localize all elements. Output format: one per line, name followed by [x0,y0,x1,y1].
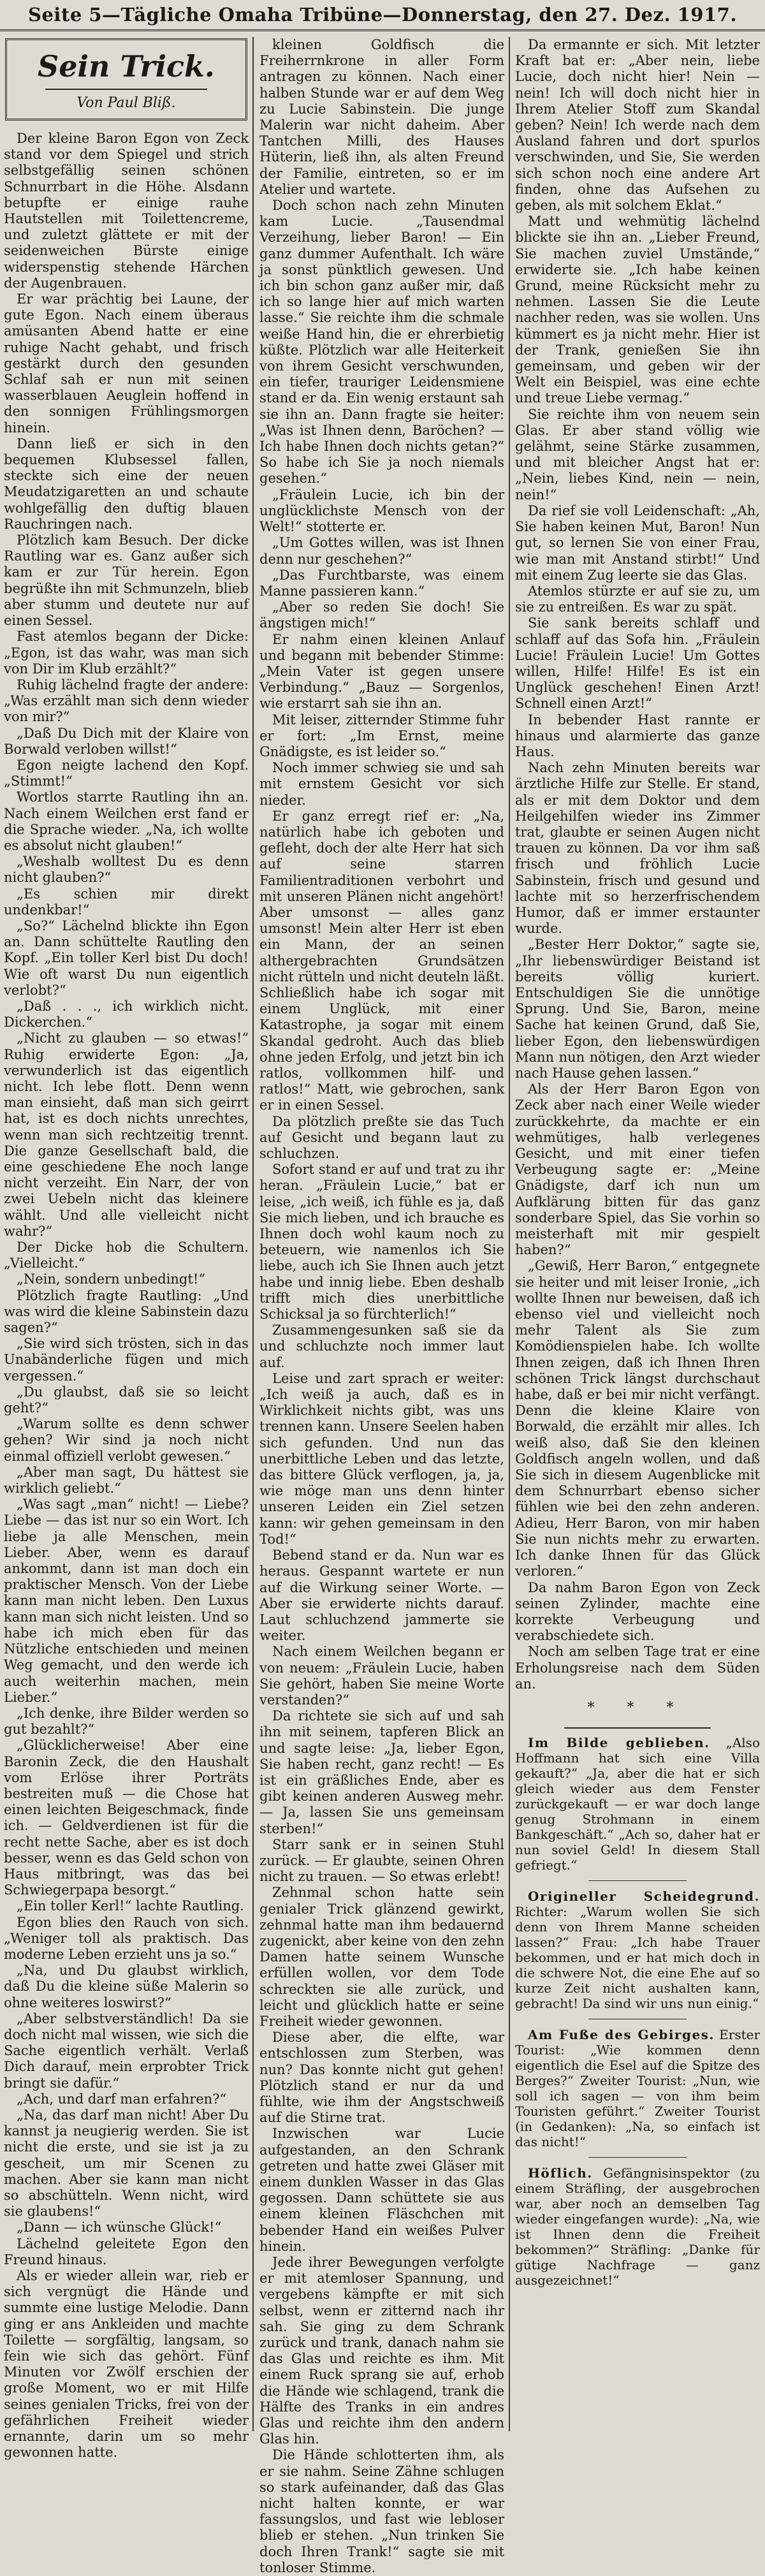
paragraph: „Daß . . ., ich wirklich nicht. Dickerchen.“ [4,998,249,1030]
paragraph: Sie sank bereits schlaff und schlaff auf das Sofa hin. „Fräulein Lucie! Fräulein Lucie! Um Gottes willen, Hilfe! Hilfe! Es ist ein Unglück geschehen! Einen Arzt! Schnell einen Arzt!“ [515,615,760,712]
paragraph: Die Hände schlotterten ihm, als er sie nahm. Seine Zähne schlugen so stark aufeinander, daß das Glas nicht halten konnte, er war fassungslos, und fast wie lebloser blieb er stehen. „Nun trinken Sie doch Ihren Trank!“ sagte sie mit tonloser Stimme. [259,2447,504,2575]
paragraph: Nach einem Weilchen begann er von neuem: „Fräulein Lucie, haben Sie gehört, haben Sie meine Worte verstanden?“ [259,1644,504,1708]
section-separator [564,1727,711,1729]
paragraph: „Glücklicherweise! Aber eine Baronin Zeck, die den Haushalt vom Erlöse ihrer Porträts bestreiten muß — die Chose hat einen leichten Beigeschmack, finde ich. — Geldverdienen ist für die recht nette Sache, aber es ist doch besser, wenn es das Geld schon von Haus mitbringt, was das bei Schwiegerpapa besorgt.“ [4,1738,249,1898]
paragraph: „Aber selbstverständlich! Da sie doch nicht mal wissen, wie sich die Sache eigentlich verhält. Verlaß Dich darauf, mein erprobter Trick bringt sie dafür.“ [4,2010,249,2091]
paragraph: Egon neigte lachend den Kopf. „Stimmt!“ [4,757,249,789]
brief-separator [588,2157,687,2158]
paragraph: „Warum sollte es denn schwer gehen? Wir sind ja noch nicht einmal offiziell verlobt gewesen.“ [4,1416,249,1464]
paragraph: „Fräulein Lucie, ich bin der unglücklichste Mensch von der Welt!“ stotterte er. [259,487,504,535]
brief-lead: Höflich. [528,2165,593,2181]
paragraph: Sofort stand er auf und trat zu ihr heran. „Fräulein Lucie,“ bat er leise, „ich weiß, ich fühle es ja, daß Sie mich lieben, und ich brauche es Ihnen doch wohl kaum noch zu beteuern, wie namenlos ich Sie liebe, auch ich Sie Ihnen auch jetzt habe und innig liebe. Eben deshalb trifft mich dies unerbittliche Schicksal ja so fürchterlich!“ [259,1162,504,1322]
paragraph: Inzwischen war Lucie aufgestanden, an den Schrank getreten und hatte zwei Gläser mit einem dunklen Wasser in das Glas gegossen. Dann schüttete sie aus einem kleinen Fläschchen mit bebender Hand ein weißes Pulver hinein. [259,2126,504,2254]
paragraph: Da nahm Baron Egon von Zeck seinen Zylinder, machte eine korrekte Verbeugung und verabschiedete sich. [515,1579,760,1644]
page-header [0,0,765,31]
paragraph: „Na, das darf man nicht! Aber Du kannst ja neugierig werden. Sie ist nicht die erste, und sie ist ja zu gescheit, um mir Scenen zu machen. Aber sie kann man nicht so abschütteln. Wenn nicht, wird sie glaubens!“ [4,2107,249,2220]
paragraph: Er nahm einen kleinen Anlauf und begann mit bebender Stimme: „Mein Vater ist gegen unsere Verbindung.“ „Bauz — Sorgenlos, wie erstarrt sah sie ihn an. [259,631,504,712]
brief-lead: Origineller Scheidegrund. [528,1888,760,1904]
paragraph: Jede ihrer Bewegungen verfolgte er mit atemloser Spannung, und vergebens kämpfte er mit sich selbst, wenn er zitternd nach ihr sah. Sie ging zu dem Schrank zurück und trank, danach nahm sie das Glas und reichte es ihm. Mit einem Ruck sprang sie auf, erhob die Hände wie schlagend, trank die Hälfte des Tranks in ein andres Glas und reichte ihm den andern Glas hin. [259,2255,504,2447]
paragraph: „So?“ Lächelnd blickte ihn Egon an. Dann schüttelte Rautling den Kopf. „Ein toller Kerl bist Du doch! Wie oft warst Du nun eigentlich verlobt?“ [4,918,249,998]
paragraph: Sie reichte ihm von neuem sein Glas. Er aber stand völlig wie gelähmt, seine Stärke zusammen, und mit bleicher Angst hat er: „Nein, liebes Kind, nein — nein, nein!“ [515,406,760,502]
paragraph: Nach zehn Minuten bereits war ärztliche Hilfe zur Stelle. Er stand, als er mit dem Doktor und dem Heilgehilfen wieder ins Zimmer trat, glaubte er seinen Augen nicht trauen zu können. Da vor ihm saß frisch und fröhlich Lucie Sabinstein, frisch und gesund und lachte mit so herzerfrischendem Humor, daß er immer erstaunter wurde. [515,760,760,937]
paragraph: „Nicht zu glauben — so etwas!“ Ruhig erwiderte Egon: „Ja, verwunderlich ist das eigentlich nicht. Ich lebe flott. Denn wenn man einsieht, daß man sich geirrt hat, ist es doch nichts unrechtes, wenn man sich rechtzeitig trennt. Die ganze Gesellschaft bald, die eine geschiedene Ehe noch lange nicht verzeiht. Ein Narr, der von zwei Uebeln nicht das kleinere wählt. Und alle vielleicht nicht wahr?“ [4,1030,249,1239]
paragraph: „Daß Du Dich mit der Klaire von Borwald verloben willst!“ [4,725,249,757]
column-3 [515,37,760,2431]
paragraph: Plötzlich kam Besuch. Der dicke Rautling war es. Ganz außer sich kam er zur Tür herein. Egon begrüßte ihn mit Schmunzeln, blieb aber stumm und deutete nur auf einen Sessel. [4,532,249,629]
brief-text: Richter: „Warum wollen Sie sich denn von Ihrem Manne scheiden lassen?“ Frau: „Ich habe Trauer bekommen, und er hat mich doch in die schwere Not, die eine Ehe auf so kurze Zeit nicht aushalten kann, gebracht! Da sind wir uns nun einig.“ [515,1903,760,2011]
title-rule [45,89,207,90]
paragraph: „Na, und Du glaubst wirklich, daß Du die kleine süße Malerin so ohne weiteres loswirst?“ [4,1963,249,2010]
brief-lead: Im Bilde geblieben. [528,1734,710,1750]
paragraph: Diese aber, die elfte, war entschlossen zum Sterben, was nun? Das konnte nicht gut gehen! Plötzlich stand er nur da und fühlte, wie ihm der Angstschweiß auf die Stirne trat. [259,2030,504,2126]
brief-item [515,2165,760,2288]
paragraph: Doch schon nach zehn Minuten kam Lucie. „Tausendmal Verzeihung, lieber Baron! — Ein ganz dummer Aufenthalt. Ich wäre ja sonst pünktlich gewesen. Und ich bin schon ganz außer mir, daß ich so lange hier auf mich warten lasse.“ Sie reichte ihm die schmale weiße Hand hin, die er ehrerbietig küßte. Plötzlich war alle Heiterkeit von ihrem Gesicht verschwunden, ein tiefer, trauriger Leidensmiene stand er da. Ein wenig erstaunt sah sie ihn an. Dann fragte sie heiter: „Was ist Ihnen denn, Baröchen? — Ich habe Ihnen doch nichts getan?“ So habe ich Sie ja noch niemals gesehen.“ [259,198,504,487]
paragraph: Als er wieder allein war, rieb er sich vergnügt die Hände und summte eine lustige Melodie. Dann ging er ans Ankleiden und machte Toilette — sorgfältig, langsam, so fein wie sich das gehört. Fünf Minuten vor Zwölf erschien der große Moment, wo er mit Hilfe seines genialen Tricks, frei von der gefährlichen Freiheit wieder ernannte, darin um so mehr gewonnen hatte. [4,2268,249,2461]
paragraph: Zehnmal schon hatte sein genialer Trick glänzend gewirkt, zehnmal hatte man ihm bedauernd zugenickt, aber keine von den zehn Damen hatte seinem Wunsche erfüllen wollen, vor dem Tode schreckten sie alle zurück, und leicht und glücklich hatte er seine Freiheit wieder gewonnen. [259,1885,504,2029]
paragraph: „Ein toller Kerl!“ lachte Rautling. [17,1898,244,1914]
paragraph: Er war prächtig bei Laune, der gute Egon. Nach einem überaus amüsanten Abend hatte er eine ruhige Nacht gehabt, und frisch gestärkt durch den gesunden Schlaf sah er nun mit seinen wasserblauen Aeuglein hoffend in den sonnigen Frühlingsmorgen hinein. [4,291,249,435]
paragraph: „Du glaubst, daß sie so leicht geht?“ [4,1384,249,1416]
paragraph: „Sie wird sich trösten, sich in das Unabänderliche fügen und mich vergessen.“ [4,1336,249,1384]
paragraph: Matt und wehmütig lächelnd blickte sie ihn an. „Lieber Freund, Sie machen zuviel Umstände,“ erwiderte sie. „Ich habe keinen Grund, meine Rücksicht mehr zu nehmen. Lassen Sie die Leute nachher reden, was sie wollen. Uns kümmert es ja nicht mehr. Hier ist der Trank, genießen Sie ihn gemeinsam, und geben wir der Welt ein Beispiel, was eine echte und treue Liebe vermag.“ [515,214,760,406]
paragraph: Dann ließ er sich in den bequemen Klubsessel fallen, steckte sich eine der neuen Meudatzigaretten an und schaute wohlgefällig den duftig blauen Rauchringen nach. [4,435,249,532]
paragraph: „Um Gottes willen, was ist Ihnen denn nur geschehen?“ [259,535,504,567]
column-rule [252,37,254,2431]
paragraph: „Ach, und darf man erfahren?“ [17,2091,227,2107]
paragraph: „Ich denke, ihre Bilder werden so gut bezahlt?“ [4,1705,249,1738]
brief-lead: Am Fuße des Gebirges. [528,2026,715,2042]
brief-item [515,2027,760,2149]
section-dots: * * * [587,1699,688,1716]
paragraph: „Nein, sondern unbedingt!“ [17,1271,205,1287]
paragraph: Fast atemlos begann der Dicke: „Egon, ist das wahr, was man sich von Dir im Klub erzählt?“ [4,629,249,677]
paragraph: Da plötzlich preßte sie das Tuch auf Gesicht und begann laut zu schluchzen. [259,1113,504,1162]
paragraph: Da rief sie voll Leidenschaft: „Ah, Sie haben keinen Mut, Baron! Nun gut, so lernen Sie von einer Frau, wie man mit Anstand stirbt!“ Und mit einem Zug leerte sie das Glas. [515,502,760,583]
paragraph: Egon blies den Rauch von sich. „Weniger toll als praktisch. Das moderne Leben erzieht uns ja so.“ [4,1914,249,1962]
paragraph: „Was sagt „man“ nicht! — Liebe? Liebe — das ist nur so ein Wort. Ich liebe ja alle Menschen, mein Lieber. Aber, wenn es darauf ankommt, dann ist man doch ein praktischer Mensch. Von der Liebe kann man nicht leben. Den Luxus kann man sich nicht leisten. Und so habe ich mich eben für das Nützliche entschieden und meinen Weg gemacht, und den werde ich auch weiterhin machen, mein Lieber.“ [4,1497,249,1705]
paragraph: „Weshalb wolltest Du es denn nicht glauben?“ [4,854,249,886]
brief-text: Gefängnisinspektor (zu einem Sträfling, der ausgebrochen war, aber noch an demselben Tag wieder eingefangen wurde): „Na, wie ist Ihnen denn die Freiheit bekommen?“ Sträfling: „Danke für gütige Nachfrage — ganz ausgezeichnet!“ [515,2165,760,2288]
paragraph: „Aber so reden Sie doch! Sie ängstigen mich!“ [259,599,504,631]
paragraph: Noch am selben Tage trat er eine Erholungsreise nach dem Süden an. [515,1644,760,1692]
column-1 [4,37,249,2461]
paragraph: Bebend stand er da. Nun war es heraus. Gespannt wartete er nun auf die Wirkung seiner Worte. — Aber sie erwiderte nichts darauf. Laut schluchzend jammerte sie weiter. [259,1548,504,1644]
paragraph: „Es schien mir direkt undenkbar!“ [4,886,249,918]
paragraph: In bebender Hast rannte er hinaus und alarmierte das ganze Haus. [515,712,760,759]
paragraph: „Dann — ich wünsche Glück!“ [17,2220,222,2236]
column-1-text [4,131,249,2461]
paragraph: „Das Furchtbarste, was einem Manne passieren kann.“ [259,567,504,599]
brief-item [515,1889,760,2011]
story-title-box [5,38,247,121]
story-title: Sein Trick. [38,49,215,84]
story-author: Von Paul Bliß. [76,95,176,111]
header-text: Seite 5—Tägliche Omaha Tribüne—Donnerstag, den 27. Dez. 1917. [28,4,737,26]
paragraph: „Aber man sagt, Du hättest sie wirklich geliebt.“ [4,1464,249,1497]
paragraph: „Bester Herr Doktor,“ sagte sie, „Ihr liebenswürdiger Beistand ist bereits völlig kuriert. Entschuldigen Sie die unnötige Sprung. Und Sie, Baron, meine Sache hat keinen Grund, daß Sie, lieber Egon, den liebenswürdigen Mann nun nötigen, den Arzt wieder nach Hause gehen lassen.“ [515,937,760,1081]
briefs-section [515,1735,760,2288]
paragraph: Er ganz erregt rief er: „Na, natürlich habe ich geboten und gefleht, doch der alte Herr hat sich auf seine starren Familientraditionen verbohrt und mit unseren Plänen nicht angehört! Aber umsonst — alles ganz umsonst! Mein alter Herr ist eben ein Mann, der an seinen althergebrachten Grundsätzen nicht rütteln und nicht deuteln läßt. Schließlich habe ich sogar mit einem Unglück, mit einer Katastrophe, ja sogar mit einem Skandal gedroht. Auch das blieb ohne jeden Erfolg, und jetzt bin ich ratlos, vollkommen hilf- und ratlos!“ Matt, wie gebrochen, sank er in einen Sessel. [259,808,504,1113]
column-2 [259,37,504,2575]
paragraph: Der kleine Baron Egon von Zeck stand vor dem Spiegel und strich selbstgefällig seinen schönen Schnurrbart in die Höhe. Alsdann betupfte er einige rauhe Hautstellen mit Toilettencreme, und zuletzt glättete er mit der seidenweichen Bürste einige widerspenstig stehende Härchen der Augenbrauen. [4,131,249,291]
column-3-text [515,37,760,1692]
paragraph: Atemlos stürzte er auf sie zu, um sie zu entreißen. Es war zu spät. [515,583,760,615]
column-2-text [259,37,504,2576]
brief-text: „Also Hoffmann hat sich eine Villa gekauft?“ „Ja, aber die hat er sich gleich wieder aus dem Fenster zurückgekauft — er war doch lange genug Strohmann in einem Bankgeschäft.“ „Ach so, daher hat er nun soviel Geld! In diesem Stall gefriegt.“ [515,1734,760,1873]
paragraph: kleinen Goldfisch die Freiherrnkrone in aller Form antragen zu können. Nach einer halben Stunde war er auf dem Weg zu Lucie Sabinstein. Die junge Malerin war nicht daheim. Aber Tantchen Milli, des Hauses Hüterin, ließ ihn, als alten Freund der Familie, eintreten, so er im Atelier und wartete. [259,37,504,197]
paragraph: Leise und zart sprach er weiter: „Ich weiß ja auch, daß es in Wirklichkeit nichts gibt, was uns trennen kann. Unsere Seelen haben sich gefunden. Und nun das unerbittliche Leben und das letzte, das bittere Glück verflogen, ja, ja, wie möge man uns denn hinter unseren Leiden ein Ziel setzen kann: wir gehen gemeinsam in den Tod!“ [259,1370,504,1547]
paragraph: Als der Herr Baron Egon von Zeck aber nach einer Weile wieder zurückkehrte, da machte er ein wehmütiges, halb verlegenes Gesicht, und mit einer tiefen Verbeugung sagte er: „Meine Gnädigste, darf ich nun um Aufklärung bitten für das ganz sonderbare Spiel, das Sie vorhin so meisterhaft mit mir gespielt haben?“ [515,1081,760,1258]
brief-separator [588,1880,687,1881]
paragraph: Mit leiser, zitternder Stimme fuhr er fort: „Im Ernst, meine Gnädigste, es ist leider so.“ [259,712,504,759]
paragraph: Noch immer schwieg sie und sah mit ernstem Gesicht vor sich nieder. [259,760,504,808]
brief-text: Erster Tourist: „Wie kommen denn eigentlich die Esel auf die Spitze des Berges?“ Zweiter Tourist: „Nun, wie soll ich sagen — von ihm beim Touristen geführt.“ Zweiter Tourist (in Gedanken): „Na, so einfach ist das nicht!“ [515,2026,761,2149]
paragraph: Zusammengesunken saß sie da und schluchzte noch immer laut auf. [259,1322,504,1370]
paragraph: Der Dicke hob die Schultern. „Vielleicht.“ [4,1240,249,1271]
paragraph: Lächelnd geleitete Egon den Freund hinaus. [4,2236,249,2267]
paragraph: Ruhig lächelnd fragte der andere: „Was erzählt man sich denn wieder von mir?“ [4,677,249,725]
paragraph: Starr sank er in seinen Stuhl zurück. — Er glaubte, seinen Ohren nicht zu trauen. — So etwas erlebt! [259,1836,504,1885]
paragraph: Da ermannte er sich. Mit letzter Kraft bat er: „Aber nein, liebe Lucie, doch nicht hier! Nein — nein! Ich will doch nicht hier in Ihrem Atelier Stoff zum Skandal geben? Nein! Ich werde nach dem Ausland fahren und dort spurlos verschwinden, und Sie, Sie werden sich schon noch eine andere Art finden, ohne das Aufsehen zu geben, als mit solchem Eklat.“ [515,37,760,214]
paragraph: „Gewiß, Herr Baron,“ entgegnete sie heiter und mit leiser Ironie, „ich wollte Ihnen nur beweisen, daß ich ebenso viel und vielleicht noch mehr Talent als Sie zum Komödienspielen habe. Ich wollte Ihnen zeigen, daß ich Ihnen Ihren schönen Trick längst durchschaut habe, daß er bei mir nicht verfängt. Denn die kleine Klaire von Borwald, die erzählt mir alles. Ich weiß also, daß Sie den kleinen Goldfisch angeln wollen, und daß Sie sich in diesem Augenblicke mit dem Schnurrbart ebenso sicher fühlen wie bei den zehn anderen. Adieu, Herr Baron, von mir haben Sie nun nichts mehr zu erwarten. Ich danke Ihnen für das Glück verloren.“ [515,1258,760,1579]
paragraph: Plötzlich fragte Rautling: „Und was wird die kleine Sabinstein dazu sagen?“ [4,1287,249,1336]
paragraph: Da richtete sie sich auf und sah ihn mit seinem, tapferen Blick an und sagte leise: „Ja, lieber Egon, Sie haben recht, ganz recht! — Es ist ein gräßliches Ende, aber es gibt keinen anderen Ausweg mehr. — Ja, lassen Sie uns gemeinsam sterben!“ [259,1708,504,1836]
paragraph: Wortlos starrte Rautling ihn an. Nach einem Weilchen erst fand er die Sprache wieder. „Na, ich wollte es absolut nicht glauben!“ [4,789,249,853]
brief-item [515,1735,760,1873]
column-rule [509,37,510,2431]
